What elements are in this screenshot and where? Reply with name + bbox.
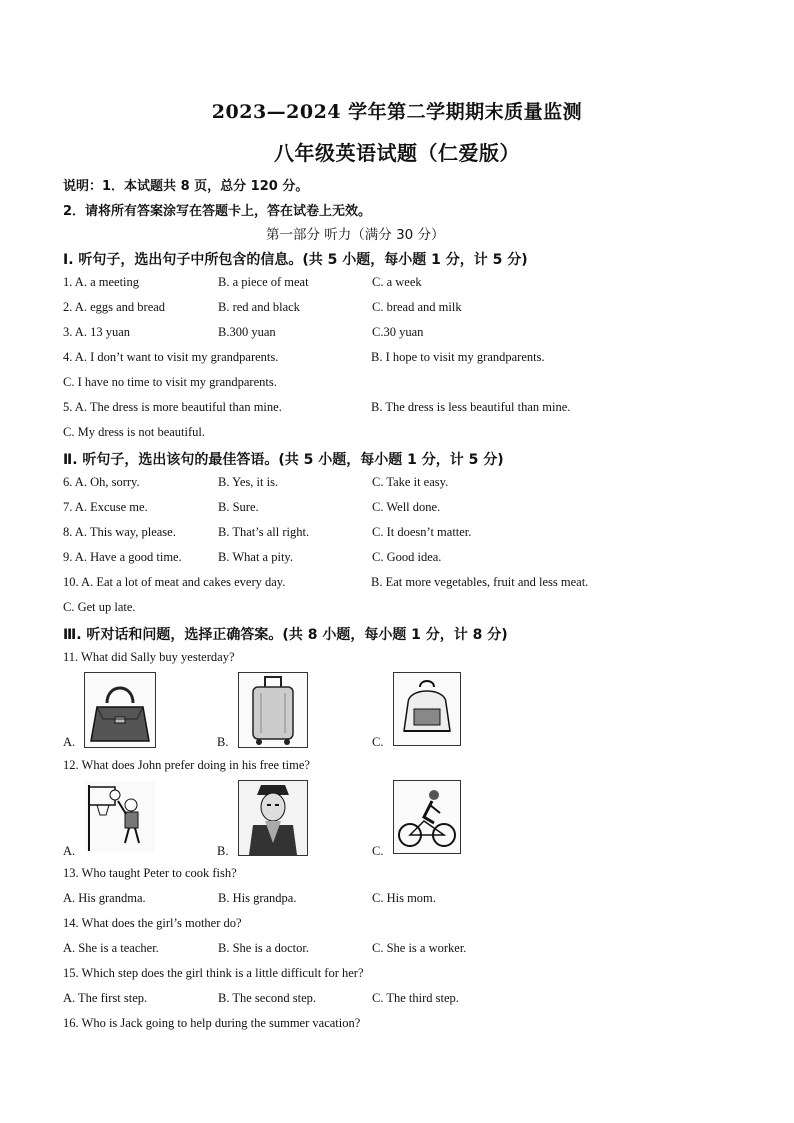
option-a-label: A. [63, 735, 76, 749]
handbag-picture [84, 672, 156, 748]
question-text: 14. What does the girl’s mother do? [63, 916, 242, 930]
option-a-label: A. [63, 844, 76, 858]
question-stem [63, 966, 743, 986]
option-b: B. a piece of meat [218, 275, 309, 289]
cycling-picture [393, 780, 461, 854]
option-c-label: C. [372, 735, 384, 749]
option-c: C. She is a worker. [372, 941, 467, 955]
question-text: 13. Who taught Peter to cook fish? [63, 866, 237, 880]
option-b: B. I hope to visit my grandparents. [371, 350, 545, 364]
option-a: 10. A. Eat a lot of meat and cakes every day. [63, 575, 286, 589]
option-a: 9. A. Have a good time. [63, 550, 182, 564]
opera-performer-icon [239, 781, 307, 855]
option-b: B. Eat more vegetables, fruit and less meat. [371, 575, 589, 589]
section-3-heading: Ⅲ. 听对话和问题，选择正确答案。(共 8 小题，每小题 1 分，计 8 分) [63, 627, 508, 643]
exam-title: 2023—2024 学年第二学期期末质量监测 [211, 101, 583, 123]
option-b: B. The dress is less beautiful than mine. [371, 400, 571, 414]
option-b: B. That’s all right. [218, 525, 310, 539]
option-c: C. His mom. [372, 891, 436, 905]
question-row [63, 550, 743, 570]
question-stem [63, 866, 743, 886]
option-b: B. What a pity. [218, 550, 293, 564]
question-text: 15. Which step does the girl think is a little difficult for her? [63, 966, 364, 980]
question-row [63, 500, 743, 520]
option-c: C. Good idea. [372, 550, 442, 564]
question-stem [63, 650, 743, 670]
question-row [63, 941, 743, 961]
option-a: 2. A. eggs and bread [63, 300, 166, 314]
question-text: 11. What did Sally buy yesterday? [63, 650, 235, 664]
option-a: 1. A. a meeting [63, 275, 140, 289]
option-a: A. The first step. [63, 991, 148, 1005]
question-row [63, 991, 743, 1011]
question-text: 12. What does John prefer doing in his free time? [63, 758, 310, 772]
option-b: B.300 yuan [218, 325, 276, 339]
handbag-icon [85, 673, 155, 747]
question-row [63, 375, 743, 395]
option-c: C. Get up late. [63, 600, 136, 614]
instruction-2: 2．请将所有答案涂写在答题卡上，答在试卷上无效。 [63, 204, 372, 219]
option-a: 3. A. 13 yuan [63, 325, 131, 339]
question-row [63, 400, 743, 420]
question-stem [63, 916, 743, 936]
question-row [63, 891, 743, 911]
option-c-label: C. [372, 844, 384, 858]
option-a: 7. A. Excuse me. [63, 500, 148, 514]
question-stem [63, 758, 743, 778]
exam-subtitle: 八年级英语试题（仁爱版） [274, 141, 520, 165]
option-c: C. It doesn’t matter. [372, 525, 472, 539]
question-row [63, 300, 743, 320]
backpack-picture [393, 672, 461, 746]
cyclist-icon [394, 781, 460, 853]
question-stem [63, 1016, 743, 1036]
option-b: B. His grandpa. [218, 891, 297, 905]
option-b: B. Yes, it is. [218, 475, 279, 489]
option-c: C. I have no time to visit my grandparents. [63, 375, 277, 389]
question-row [63, 275, 743, 295]
section-1-heading: Ⅰ. 听句子，选出句子中所包含的信息。(共 5 小题，每小题 1 分，计 5 分) [63, 252, 528, 268]
opera-picture [238, 780, 308, 856]
option-a: A. His grandma. [63, 891, 146, 905]
option-a: 4. A. I don’t want to visit my grandparents. [63, 350, 279, 364]
question-row [63, 425, 743, 445]
backpack-icon [394, 673, 460, 745]
option-a: 5. A. The dress is more beautiful than mine. [63, 400, 282, 414]
question-row [63, 525, 743, 545]
option-c: C. Well done. [372, 500, 441, 514]
option-c: C. Take it easy. [372, 475, 449, 489]
basketball-player-icon [85, 781, 155, 853]
question-row [63, 350, 743, 370]
option-a: 6. A. Oh, sorry. [63, 475, 140, 489]
question-row [63, 475, 743, 495]
question-row [63, 325, 743, 345]
part-heading: 第一部分 听力（满分 30 分） [266, 227, 445, 243]
option-c: C.30 yuan [372, 325, 424, 339]
option-a: 8. A. This way, please. [63, 525, 176, 539]
option-b-label: B. [217, 844, 229, 858]
question-row [63, 575, 743, 595]
basketball-picture [84, 780, 156, 854]
option-a: A. She is a teacher. [63, 941, 159, 955]
option-b: B. She is a doctor. [218, 941, 309, 955]
option-b: B. Sure. [218, 500, 259, 514]
option-b: B. The second step. [218, 991, 317, 1005]
instruction-1: 说明：1．本试题共 8 页，总分 120 分。 [63, 179, 309, 194]
option-c: C. bread and milk [372, 300, 462, 314]
option-c: C. The third step. [372, 991, 459, 1005]
suitcase-icon [239, 673, 307, 747]
option-b: B. red and black [218, 300, 300, 314]
option-c: C. My dress is not beautiful. [63, 425, 206, 439]
question-row [63, 600, 743, 620]
option-b-label: B. [217, 735, 229, 749]
option-c: C. a week [372, 275, 422, 289]
section-2-heading: Ⅱ. 听句子，选出该句的最佳答语。(共 5 小题，每小题 1 分，计 5 分) [63, 452, 504, 468]
suitcase-picture [238, 672, 308, 748]
question-text: 16. Who is Jack going to help during the summer vacation? [63, 1016, 361, 1030]
